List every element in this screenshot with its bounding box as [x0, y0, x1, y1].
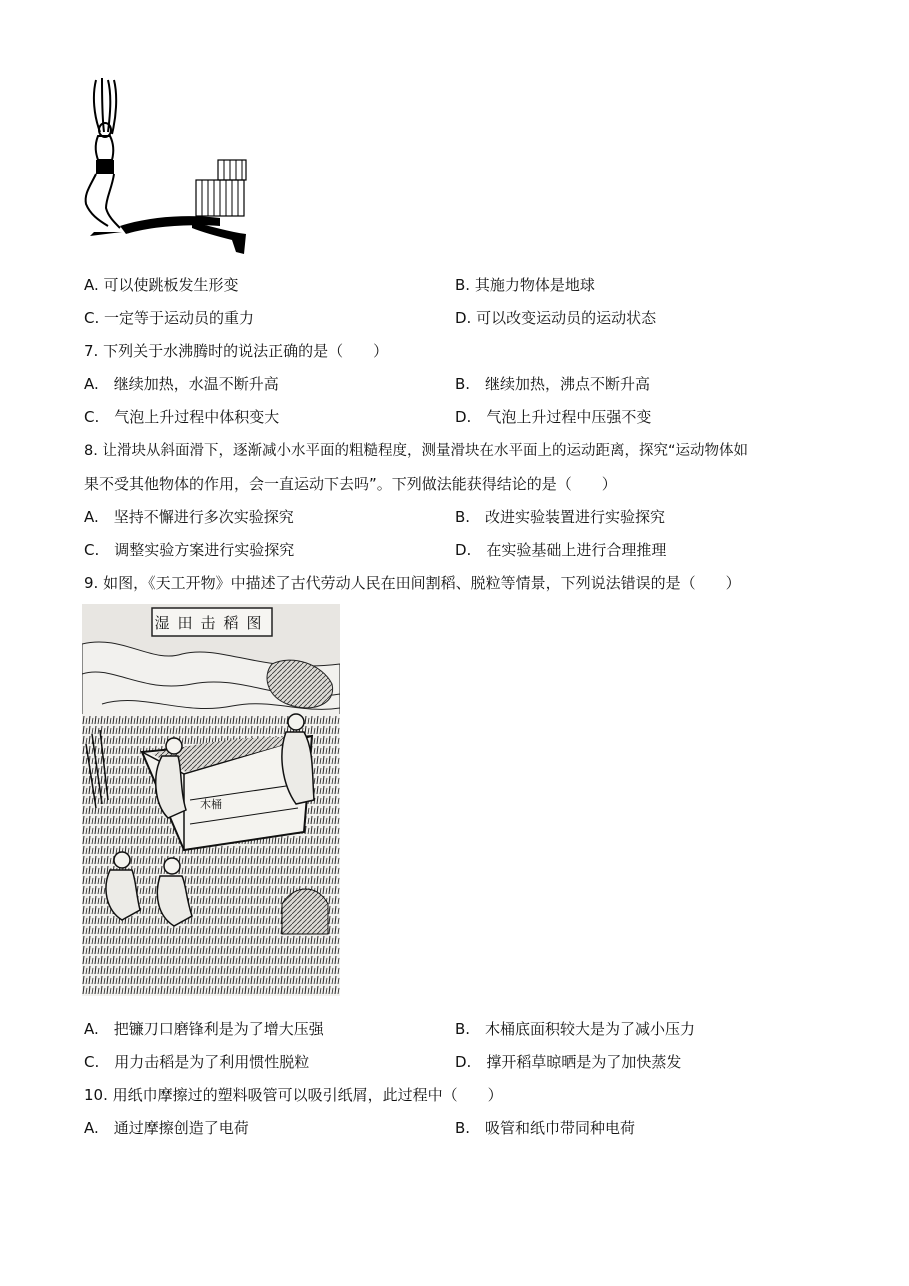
tiangong-illustration: [82, 604, 340, 996]
tub-label: 木桶: [200, 798, 222, 811]
q7-option-c: C. 气泡上升过程中体积变大: [84, 408, 280, 426]
q7-option-a: A. 继续加热，水温不断升高: [84, 375, 279, 393]
q9-option-c: C. 用力击稻是为了利用惯性脱粒: [84, 1053, 310, 1071]
q10-option-a: A. 通过摩擦创造了电荷: [84, 1119, 249, 1137]
q8-stem-line2: 果不受其他物体的作用，会一直运动下去吗”。下列做法能获得结论的是（ ）: [84, 475, 617, 493]
q6-option-a: A. 可以使跳板发生形变: [84, 276, 239, 294]
diver-figure: [80, 76, 252, 260]
q10-stem: 10. 用纸巾摩擦过的塑料吸管可以吸引纸屑，此过程中（ ）: [84, 1086, 503, 1104]
q8-stem-line1: 8. 让滑块从斜面滑下，逐渐减小水平面的粗糙程度，测量滑块在水平面上的运动距离，探究“运动物体如: [84, 443, 748, 459]
q7-option-b: B. 继续加热，沸点不断升高: [455, 375, 651, 393]
q8-option-d: D. 在实验基础上进行合理推理: [455, 541, 667, 559]
q8-option-a: A. 坚持不懈进行多次实验探究: [84, 508, 294, 526]
q9-option-b: B. 木桶底面积较大是为了减小压力: [455, 1020, 696, 1038]
q8-option-b: B. 改进实验装置进行实验探究: [455, 508, 666, 526]
q7-option-d: D. 气泡上升过程中压强不变: [455, 408, 652, 426]
q9-option-a: A. 把镰刀口磨锋利是为了增大压强: [84, 1020, 324, 1038]
q9-stem: 9. 如图，《天工开物》中描述了古代劳动人民在田间割稻、脱粒等情景，下列说法错误的是（ ）: [84, 574, 741, 592]
q9-option-d: D. 撑开稻草晾晒是为了加快蒸发: [455, 1053, 682, 1071]
illustration-title: 湿田击稻图: [154, 614, 270, 632]
q6-option-c: C. 一定等于运动员的重力: [84, 309, 255, 327]
q7-stem: 7. 下列关于水沸腾时的说法正确的是（ ）: [84, 342, 389, 360]
q6-option-d: D. 可以改变运动员的运动状态: [455, 309, 657, 327]
q10-option-b: B. 吸管和纸巾带同种电荷: [455, 1119, 636, 1137]
q6-option-b: B. 其施力物体是地球: [455, 276, 595, 294]
q8-option-c: C. 调整实验方案进行实验探究: [84, 541, 295, 559]
